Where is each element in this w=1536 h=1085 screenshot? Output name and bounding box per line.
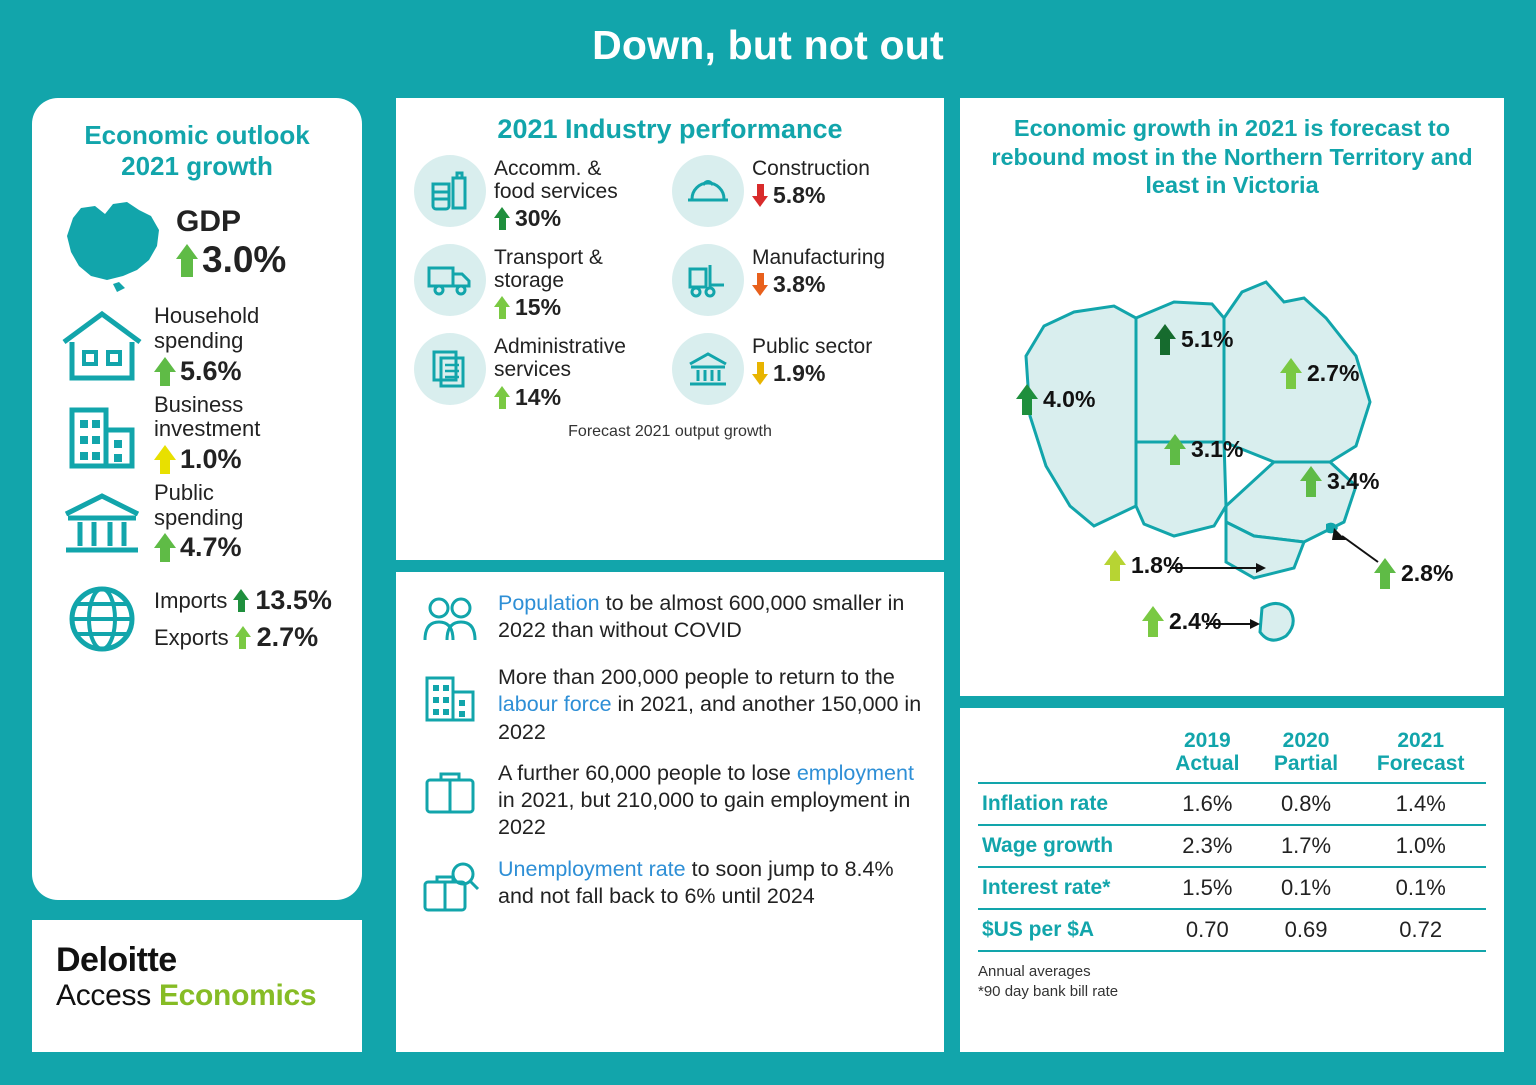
outlook-title-line2: 2021 growth: [121, 151, 273, 182]
outlook-row-trade: [50, 579, 344, 659]
household-value: 5.6%: [180, 355, 242, 386]
household-value-wrap: [154, 356, 344, 387]
imports-label: Imports: [154, 587, 228, 613]
table-col-2019-line2: Actual: [1175, 752, 1240, 776]
table-cell-interest-2020: 0.1%: [1280, 875, 1332, 901]
arrow-up-icon: [154, 357, 176, 386]
arrow-up-icon: [494, 296, 510, 319]
industry-accommodation-name-1: Accomm. &: [494, 157, 602, 180]
bank-icon: [50, 484, 154, 560]
table-cell-inflation-2019: 1.6%: [1182, 791, 1233, 817]
industry-manufacturing-value: 3.8%: [773, 271, 826, 298]
table-col-2021-line2: Forecast: [1376, 752, 1465, 776]
table-col-2021-line1: 2021: [1397, 729, 1445, 752]
population-item-text-2: [498, 664, 928, 746]
exports-value: 2.7%: [256, 622, 319, 653]
population-item-text-3: [498, 760, 928, 842]
industry-item-accommodation: [414, 155, 668, 232]
table-cell-usd-2020: 0.69: [1284, 917, 1328, 943]
population-rest-2: in 2021, and another 150,000 in 2022: [498, 692, 922, 744]
map-value-act: 2.8%: [1401, 559, 1454, 586]
household-label-1: Household: [154, 303, 260, 329]
outlook-title-line1: Economic outlook: [84, 120, 310, 150]
industry-item-public-sector: [672, 333, 926, 410]
arrow-down-icon: [752, 273, 768, 296]
population-highlight-1: Population: [498, 591, 600, 615]
population-highlight-2: labour force: [498, 692, 612, 717]
map-label-nt: [1154, 324, 1233, 355]
table-cell-inflation-2020: 0.8%: [1280, 791, 1332, 817]
population-item-text-4: [498, 856, 928, 911]
industry-construction-value: 5.8%: [773, 182, 826, 209]
population-rest-1: to be almost 600,000 smaller in 2022 than without COVID: [498, 591, 905, 643]
industry-item-construction: [672, 155, 926, 232]
table-col-2019-line1: 2019: [1183, 729, 1231, 752]
population-item-labour-force: [412, 664, 928, 746]
bank-icon: [672, 333, 744, 405]
table-col-label: [978, 722, 1158, 783]
documents-icon: [414, 333, 486, 405]
globe-icon: [50, 579, 154, 659]
gdp-value: 3.0%: [202, 239, 287, 281]
gdp-text: [176, 205, 344, 281]
household-label-2: spending: [154, 328, 244, 353]
industry-construction-name-1: Construction: [752, 157, 870, 180]
population-rest-4: to soon jump to 8.4% and not fall back to 6% until 2024: [498, 856, 894, 909]
industry-item-administrative: [414, 333, 668, 410]
table-note-2: *90 day bank bill rate: [978, 982, 1119, 1000]
industry-administrative-name-1: Administrative: [494, 335, 626, 359]
table-row: [978, 867, 1486, 909]
industry-transport-name-2: storage: [494, 269, 565, 293]
table-cell-usd-2021: 0.72: [1399, 917, 1443, 943]
industry-administrative-name-2: services: [494, 358, 572, 382]
industry-public-sector-value-wrap: [752, 360, 872, 387]
logo-access-text: Access: [56, 979, 159, 1013]
briefcase-search-icon: [412, 856, 488, 918]
table-row: [978, 783, 1486, 825]
table-cell-usd-2019: 0.70: [1185, 917, 1229, 943]
population-rest-3: in 2021, but 210,000 to gain employment in 2022: [498, 788, 911, 840]
hard-hat-icon: [672, 155, 744, 227]
australia-map: [974, 206, 1490, 676]
industry-transport-value: 15%: [515, 294, 562, 321]
map-value-vic: 1.8%: [1131, 551, 1184, 578]
logo-access-economics-text: [56, 979, 338, 1013]
table-row-label-interest: Interest rate*: [982, 876, 1111, 900]
population-item-employment: [412, 760, 928, 842]
industry-grid: [414, 155, 926, 411]
house-icon: [50, 308, 154, 384]
business-value: 1.0%: [180, 443, 242, 474]
population-highlight-4: Unemployment rate: [498, 856, 686, 881]
business-label-2: investment: [154, 416, 261, 442]
industry-manufacturing-value-wrap: [752, 271, 885, 298]
population-highlight-3: employment: [796, 760, 914, 785]
industry-accommodation-value-wrap: [494, 205, 618, 232]
gdp-value-wrap: [176, 239, 344, 281]
arrow-up-icon: [154, 533, 176, 562]
business-value-wrap: [154, 444, 344, 475]
table-cell-interest-2019: 1.5%: [1182, 875, 1233, 901]
map-value-qld: 2.7%: [1307, 359, 1360, 386]
deloitte-logo: [32, 920, 362, 1052]
table-cell-wage-2021: 1.0%: [1395, 833, 1446, 859]
industry-transport-name-1: Transport &: [494, 246, 603, 270]
buildings-icon: [50, 396, 154, 472]
industry-manufacturing-name-1: Manufacturing: [752, 246, 886, 270]
industry-administrative-value-wrap: [494, 384, 626, 411]
map-label-qld: [1280, 358, 1359, 389]
map-label-nsw: [1300, 466, 1379, 497]
table-col-2020: [1257, 722, 1356, 783]
gdp-label: GDP: [176, 205, 242, 239]
arrow-up-icon: [1154, 324, 1176, 355]
industry-construction-value-wrap: [752, 182, 870, 209]
table-row: [978, 825, 1486, 867]
table-row: [978, 909, 1486, 951]
table-col-2019: [1158, 722, 1257, 783]
arrow-up-icon: [1164, 434, 1186, 465]
outlook-row-household: [50, 304, 344, 386]
table-header-row: [978, 722, 1486, 783]
industry-title: 2021 Industry performance: [497, 114, 843, 144]
logo-economics-text: Economics: [158, 979, 317, 1013]
arrow-up-icon: [1374, 558, 1396, 589]
logo-deloitte-text: Deloitte: [56, 941, 177, 979]
australia-map-icon: [50, 188, 176, 298]
business-label-1: Business: [154, 391, 244, 417]
map-label-sa: [1164, 434, 1243, 465]
public-value-wrap: [154, 532, 344, 563]
arrow-up-icon: [494, 207, 510, 230]
table-col-2020-line1: 2020: [1282, 729, 1330, 752]
table-row-label-wage: Wage growth: [982, 834, 1114, 858]
table-col-2020-line2: Partial: [1273, 752, 1339, 776]
forklift-icon: [672, 244, 744, 316]
map-label-tas: [1142, 606, 1221, 637]
table-cell-interest-2021: 0.1%: [1395, 875, 1446, 901]
outlook-row-business: [50, 393, 344, 475]
industry-performance-panel: [396, 98, 944, 560]
arrow-up-icon: [1016, 384, 1038, 415]
map-label-vic: [1104, 550, 1183, 581]
map-title: Economic growth in 2021 is forecast to rebound most in the Northern Territory and least in Victoria: [991, 115, 1473, 199]
population-item-population: [412, 590, 928, 650]
page-title: Down, but not out: [592, 22, 944, 68]
population-before-2: More than 200,000 people to return to the: [498, 665, 895, 689]
industry-accommodation-value: 30%: [515, 205, 562, 232]
population-before-3: A further 60,000 people to lose: [498, 760, 797, 785]
state-growth-map-panel: [960, 98, 1504, 696]
table-row-label-usd: $US per $A: [982, 918, 1095, 942]
industry-public-sector-value: 1.9%: [773, 360, 826, 387]
indicators-table: [978, 722, 1486, 952]
public-label-2: spending: [154, 504, 244, 530]
food-drink-icon: [414, 155, 486, 227]
table-cell-inflation-2021: 1.4%: [1395, 791, 1446, 817]
table-cell-wage-2019: 2.3%: [1182, 833, 1233, 859]
indicators-table-panel: [960, 708, 1504, 1052]
industry-transport-value-wrap: [494, 294, 603, 321]
outlook-row-gdp: [50, 188, 344, 298]
industry-public-sector-name-1: Public sector: [752, 335, 873, 359]
arrow-up-icon: [494, 386, 510, 409]
economic-outlook-panel: [32, 98, 362, 900]
arrow-up-icon: [154, 445, 176, 474]
industry-accommodation-name-2: food services: [494, 180, 618, 204]
table-note-1: Annual averages: [978, 963, 1091, 981]
outlook-row-public: [50, 481, 344, 563]
arrow-down-icon: [752, 362, 768, 385]
map-label-wa: [1016, 384, 1095, 415]
arrow-down-icon: [752, 184, 768, 207]
population-item-text-1: [498, 590, 928, 645]
table-col-2021: [1355, 722, 1486, 783]
arrow-up-icon: [1142, 606, 1164, 637]
truck-icon: [414, 244, 486, 316]
public-value: 4.7%: [180, 532, 242, 563]
arrow-up-icon: [1104, 550, 1126, 581]
exports-row: [154, 622, 344, 653]
exports-label: Exports: [154, 624, 229, 650]
population-item-unemployment: [412, 856, 928, 918]
buildings-icon: [412, 664, 488, 726]
arrow-up-icon: [1280, 358, 1302, 389]
map-value-nt: 5.1%: [1181, 325, 1234, 352]
table-row-label-inflation: Inflation rate: [982, 792, 1109, 816]
table-notes: [978, 962, 1486, 1001]
map-value-tas: 2.4%: [1169, 607, 1222, 634]
imports-row: [154, 585, 344, 616]
briefcase-icon: [412, 760, 488, 820]
arrow-up-icon: [233, 589, 249, 612]
map-value-wa: 4.0%: [1043, 385, 1096, 412]
imports-value: 13.5%: [255, 585, 332, 616]
industry-item-transport: [414, 244, 668, 321]
outlook-title: [50, 120, 344, 182]
arrow-up-icon: [1300, 466, 1322, 497]
industry-administrative-value: 14%: [515, 383, 562, 410]
public-label-1: Public: [154, 479, 214, 505]
arrow-up-icon: [176, 244, 198, 277]
arrow-up-icon: [235, 626, 251, 649]
map-label-act: [1374, 558, 1453, 589]
industry-footnote: Forecast 2021 output growth: [568, 422, 772, 440]
table-cell-wage-2020: 1.7%: [1280, 833, 1332, 859]
map-value-nsw: 3.4%: [1327, 467, 1380, 494]
people-icon: [412, 590, 488, 650]
industry-item-manufacturing: [672, 244, 926, 321]
map-value-sa: 3.1%: [1191, 435, 1244, 462]
population-panel: [396, 572, 944, 1052]
